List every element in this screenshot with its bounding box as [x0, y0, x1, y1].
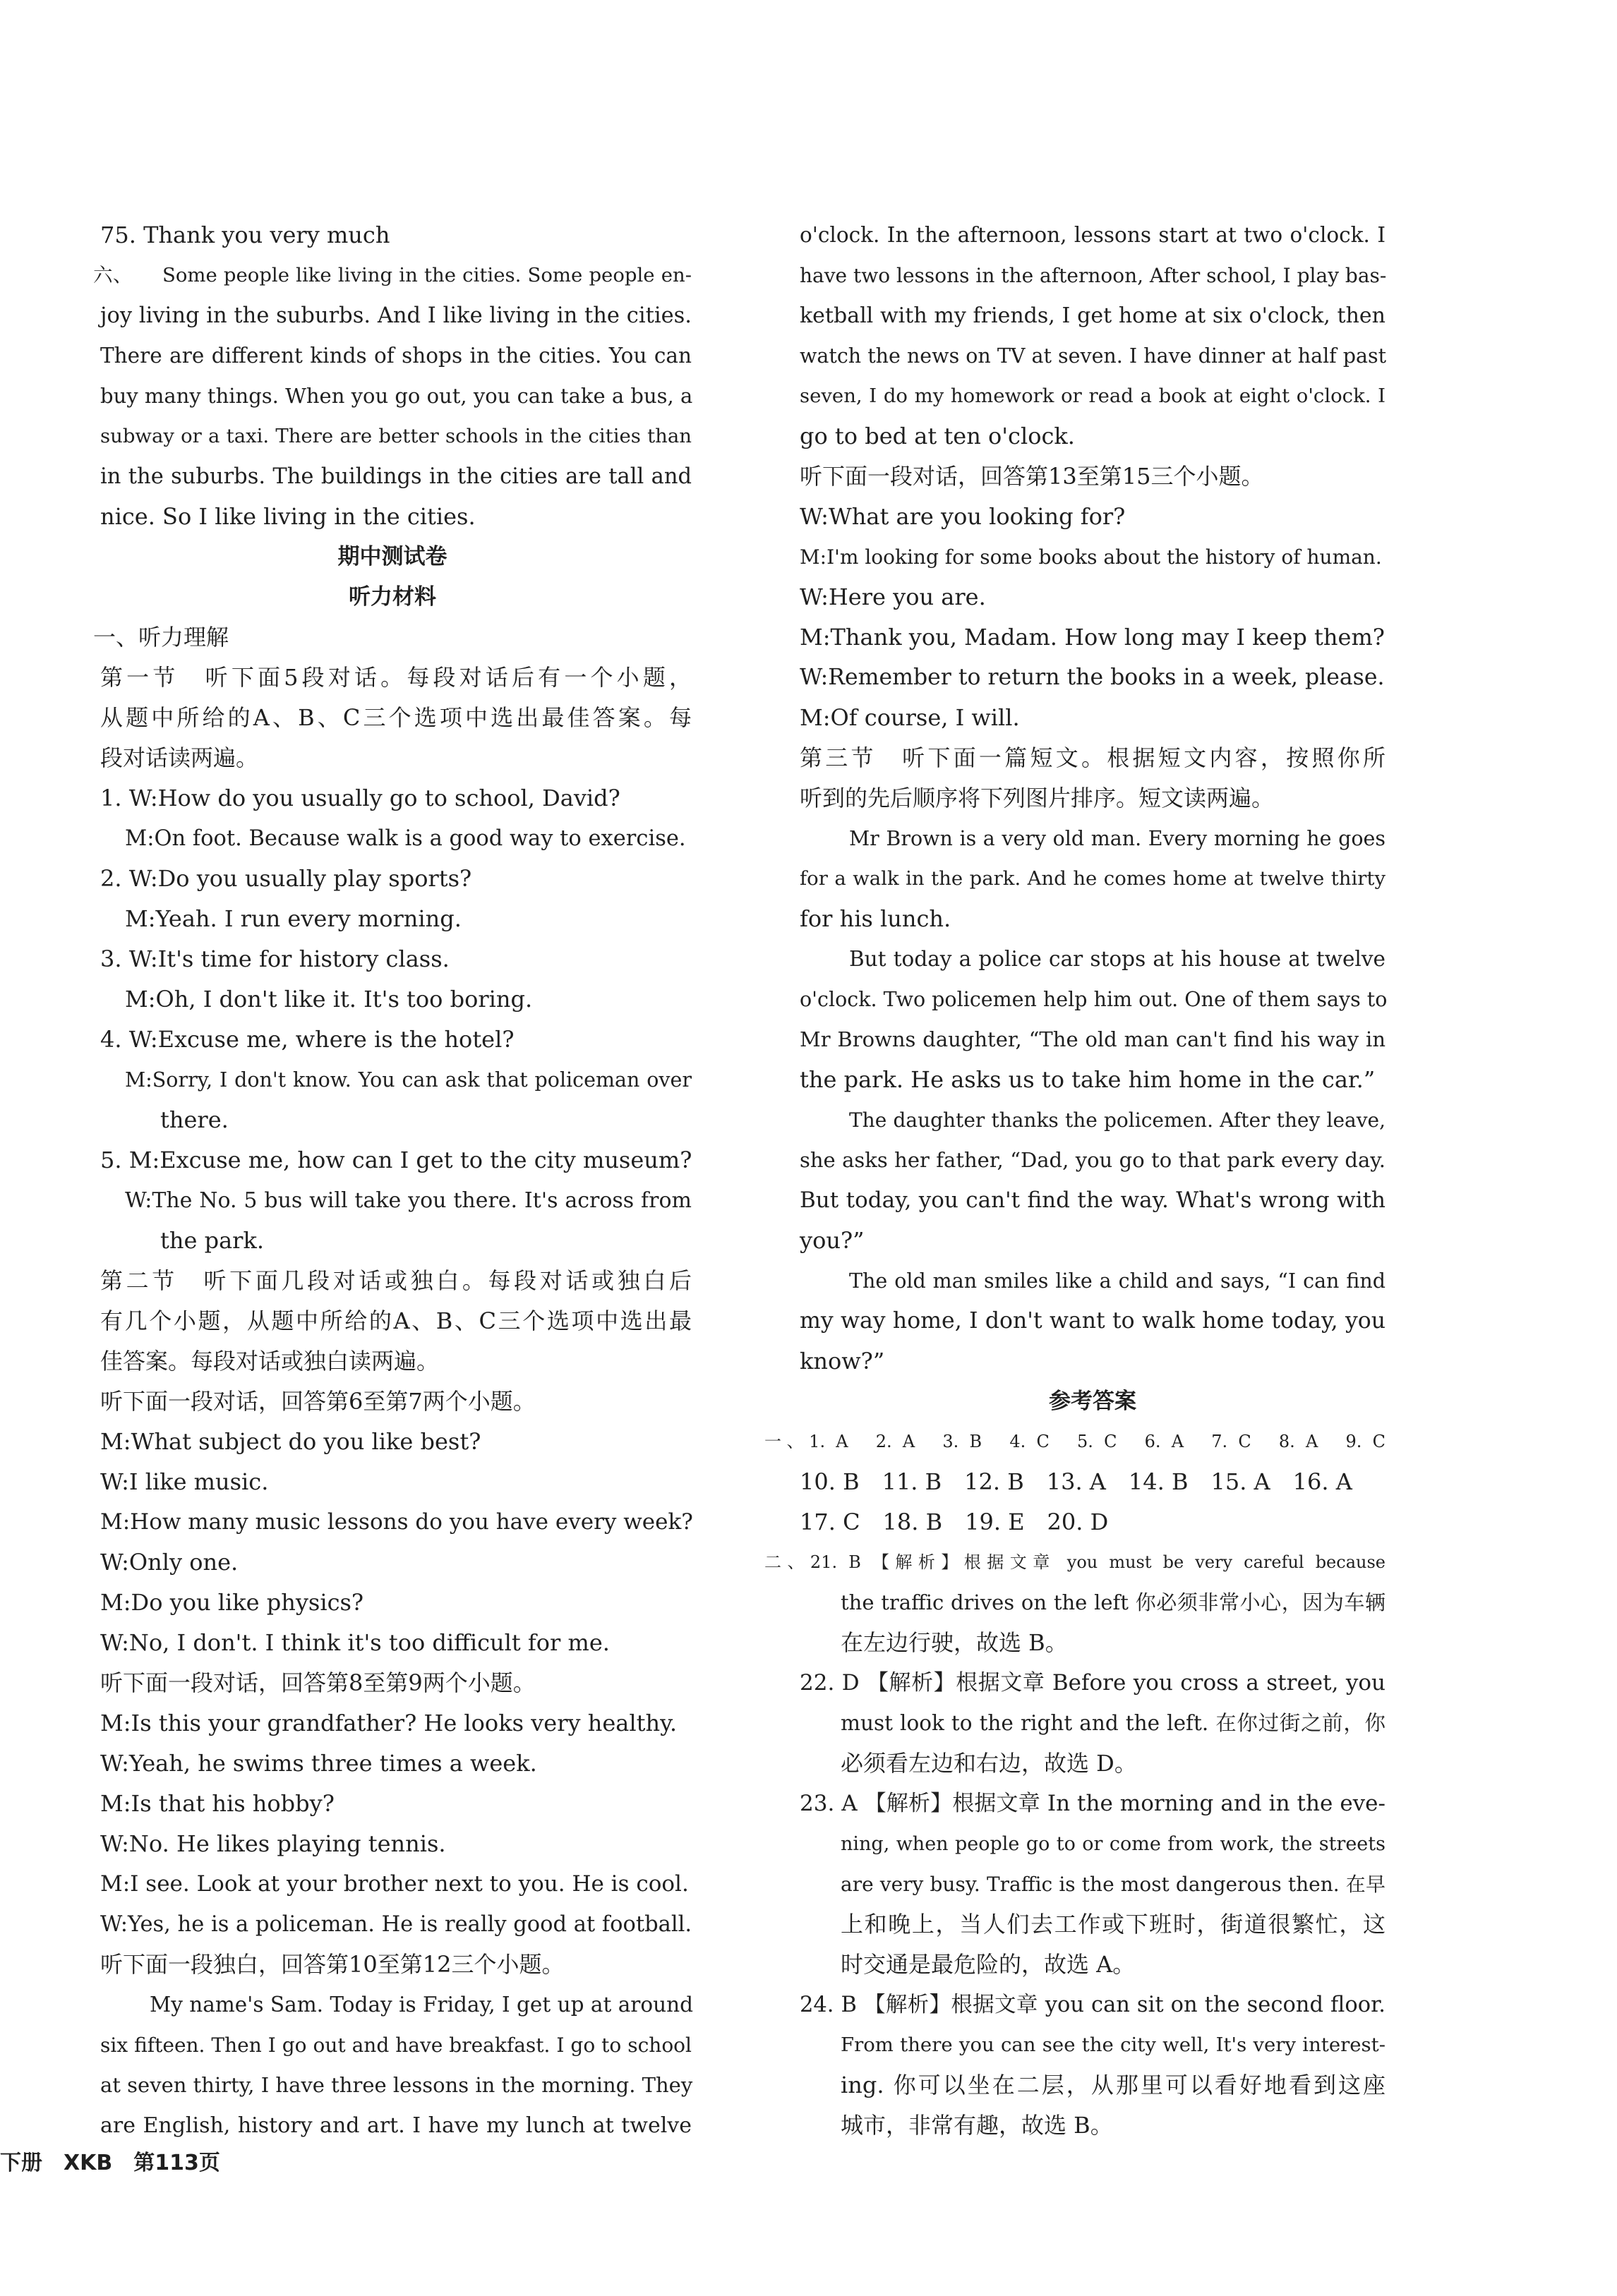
right-text-line: Mr Browns daughter, “The old man can't find his way in [800, 1027, 1385, 1051]
right-text-line: The daughter thanks the policemen. After they leave, [849, 1108, 1385, 1132]
left-text-line: joy living in the suburbs. And I like living in the cities. [100, 303, 692, 328]
right-text-line: the traffic drives on the left 你必须非常小心，因为车辆 [841, 1590, 1385, 1614]
right-text-line: But today, you can't find the way. What's wrong with [800, 1188, 1385, 1213]
right-text-line: W:What are you looking for? [800, 503, 1126, 530]
right-text-line: From there you can see the city well, It's very interest- [841, 2034, 1385, 2056]
left-column [93, 215, 692, 2146]
left-text-line: 第一节 听下面5段对话。每段对话后有一个小题， [100, 664, 692, 691]
right-text-line: she asks her father, “Dad, you go to that park every day. [800, 1148, 1385, 1172]
right-column [764, 215, 1388, 2146]
left-text-line: 听下面一段独白，回答第10至第12三个小题。 [100, 1951, 565, 1978]
left-text-line: M:On foot. Because walk is a good way to exercise. [125, 826, 686, 851]
right-text-line: 必须看左边和右边，故选 D。 [841, 1750, 1137, 1777]
right-text-line: 22. D 【解析】根据文章 Before you cross a street, you [800, 1670, 1385, 1696]
left-text-line: 3. W:It's time for history class. [100, 945, 450, 972]
left-text-line: 一、听力理解 [93, 624, 229, 651]
right-text-line: 在左边行驶，故选 B。 [841, 1629, 1068, 1656]
left-text-line: 4. W:Excuse me, where is the hotel? [100, 1026, 515, 1053]
left-text-line: 75. Thank you very much [100, 222, 390, 248]
left-text-line: 期中测试卷 [337, 544, 447, 569]
left-text-line: M:Yeah. I run every morning. [125, 905, 462, 932]
left-text-line: subway or a taxi. There are better schools in the cities than [100, 425, 692, 447]
right-text-line: W:Remember to return the books in a week, please. [800, 665, 1385, 690]
right-text-line: o'clock. In the afternoon, lessons start at two o'clock. I [800, 223, 1385, 247]
left-text-line: 段对话读两遍。 [100, 744, 259, 771]
right-text-line: 二、21. B 【解析】根据文章 you must be very careful because [764, 1552, 1385, 1572]
left-text-line: W:The No. 5 bus will take you there. It's across from [125, 1188, 692, 1213]
left-text-line: 第二节 听下面几段对话或独白。每段对话或独白后 [100, 1267, 692, 1294]
right-text-line: The old man smiles like a child and says, “I can find [849, 1269, 1385, 1293]
right-text-line: 23. A 【解析】根据文章 In the morning and in the eve- [800, 1791, 1385, 1816]
right-text-line: 一、1. A 2. A 3. B 4. C 5. C 6. A 7. C 8. A 9. C [764, 1432, 1385, 1451]
right-text-line: 第三节 听下面一篇短文。根据短文内容，按照你所 [800, 744, 1385, 771]
right-text-line: seven, I do my homework or read a book at eight o'clock. I [800, 385, 1385, 407]
right-text-line: 听到的先后顺序将下列图片排序。短文读两遍。 [800, 785, 1275, 811]
left-text-line: 1. W:How do you usually go to school, David? [100, 785, 620, 811]
right-text-line: 上和晚上，当人们去工作或下班时，街道很繁忙，这 [841, 1911, 1385, 1938]
left-text-line: 听下面一段对话，回答第6至第7两个小题。 [100, 1388, 536, 1415]
left-text-line: 2. W:Do you usually play sports? [100, 865, 472, 892]
right-text-line: for his lunch. [800, 905, 951, 932]
left-text-line: 5. M:Excuse me, how can I get to the city museum? [100, 1147, 692, 1173]
left-text-line: buy many things. When you go out, you can take a bus, a [100, 384, 693, 408]
left-text-line: W:No, I don't. I think it's too difficult for me. [100, 1629, 610, 1656]
left-text-line: 听力材料 [349, 584, 436, 610]
right-text-line: M:Thank you, Madam. How long may I keep them? [800, 624, 1385, 651]
left-text-line: W:Only one. [100, 1549, 239, 1576]
right-text-line: 时交通是最危险的，故选 A。 [841, 1951, 1136, 1978]
right-text-line: ing. 你可以坐在二层，从那里可以看好地看到这座 [841, 2072, 1385, 2098]
right-text-line: my way home, I don't want to walk home today, you [800, 1308, 1385, 1334]
left-text-line: W:Yeah, he swims three times a week. [100, 1750, 537, 1777]
right-text-line: M:I'm looking for some books about the history of human. [800, 545, 1382, 569]
left-text-line: in the suburbs. The buildings in the cities are tall and [100, 464, 692, 489]
right-text-line: o'clock. Two policemen help him out. One of them says to [800, 988, 1388, 1011]
left-text-line: six fifteen. Then I go out and have breakfast. I go to school [100, 2034, 692, 2057]
left-text-line: W:Yes, he is a policeman. He is really good at football. [100, 1912, 692, 1937]
right-text-line: 城市，非常有趣，故选 B。 [841, 2112, 1113, 2139]
right-text-line: 10. B 11. B 12. B 13. A 14. B 15. A 16. A [800, 1468, 1352, 1495]
left-text-line: My name's Sam. Today is Friday, I get up at around [150, 1993, 694, 2017]
right-text-line: W:Here you are. [800, 584, 986, 610]
left-text-line: M:Do you like physics? [100, 1589, 364, 1616]
left-text-line: M:Oh, I don't like it. It's too boring. [125, 986, 533, 1013]
right-text-line: But today a police car stops at his house at twelve [849, 947, 1385, 971]
right-text-line: must look to the right and the left. 在你过街之前，你 [841, 1711, 1385, 1735]
left-text-line: there. [160, 1106, 229, 1133]
left-text-line: the park. [160, 1227, 264, 1254]
left-text-line: M:Is this your grandfather? He looks very healthy. [100, 1710, 678, 1736]
right-text-line: you?” [800, 1227, 865, 1254]
right-text-line: have two lessons in the afternoon, After school, I play bas- [800, 264, 1387, 287]
right-text-line: are very busy. Traffic is the most dangerous then. 在早 [841, 1873, 1385, 1896]
right-text-line: 参考答案 [1049, 1389, 1136, 1414]
left-text-line: There are different kinds of shops in the cities. You can [100, 344, 692, 368]
left-text-line: 有几个小题，从题中所给的A、B、C三个选项中选出最 [100, 1307, 692, 1334]
right-text-line: M:Of course, I will. [800, 704, 1020, 731]
right-text-line: 24. B 【解析】根据文章 you can sit on the second floor. [800, 1993, 1385, 2017]
right-text-line: watch the news on TV at seven. I have dinner at half past [800, 344, 1387, 368]
right-text-line: the park. He asks us to take him home in the car.” [800, 1066, 1376, 1093]
left-text-line: 听下面一段对话，回答第8至第9两个小题。 [100, 1669, 536, 1696]
right-text-line: for a walk in the park. And he comes home at twelve thirty [800, 867, 1385, 890]
left-text-line: nice. So I like living in the cities. [100, 503, 476, 530]
left-text-line: M:I see. Look at your brother next to you. He is cool. [100, 1871, 689, 1897]
left-text-line: M:What subject do you like best? [100, 1428, 481, 1455]
left-text-line: are English, history and art. I have my lunch at twelve [100, 2113, 692, 2138]
left-text-line: M:How many music lessons do you have every week? [100, 1509, 693, 1535]
left-text-line: 佳答案。每段对话或独白读两遍。 [100, 1348, 440, 1374]
left-text-line: W:I like music. [100, 1468, 269, 1495]
left-text-line: at seven thirty, I have three lessons in the morning. They [100, 2073, 693, 2097]
left-text-line: 从题中所给的A、B、C三个选项中选出最佳答案。每 [100, 704, 692, 731]
right-text-line: 听下面一段对话，回答第13至第15三个小题。 [800, 463, 1264, 490]
left-text-line: 六、 Some people like living in the cities. Some people en- [93, 264, 692, 286]
right-text-line: ning, when people go to or come from work, the streets [841, 1833, 1385, 1855]
left-text-line: M:Sorry, I don't know. You can ask that policeman over [125, 1068, 692, 1092]
right-text-line: 17. C 18. B 19. E 20. D [800, 1509, 1109, 1535]
right-text-line: ketball with my friends, I get home at six o'clock, then [800, 303, 1385, 328]
left-text-line: M:Is that his hobby? [100, 1790, 335, 1817]
right-text-line: Mr Brown is a very old man. Every morning he goes [849, 827, 1385, 850]
right-text-line: know?” [800, 1348, 885, 1374]
left-text-line: W:No. He likes playing tennis. [100, 1830, 446, 1857]
page-footer: 下册 XKB 第113页 [0, 2151, 220, 2175]
right-text-line: go to bed at ten o'clock. [800, 423, 1075, 449]
